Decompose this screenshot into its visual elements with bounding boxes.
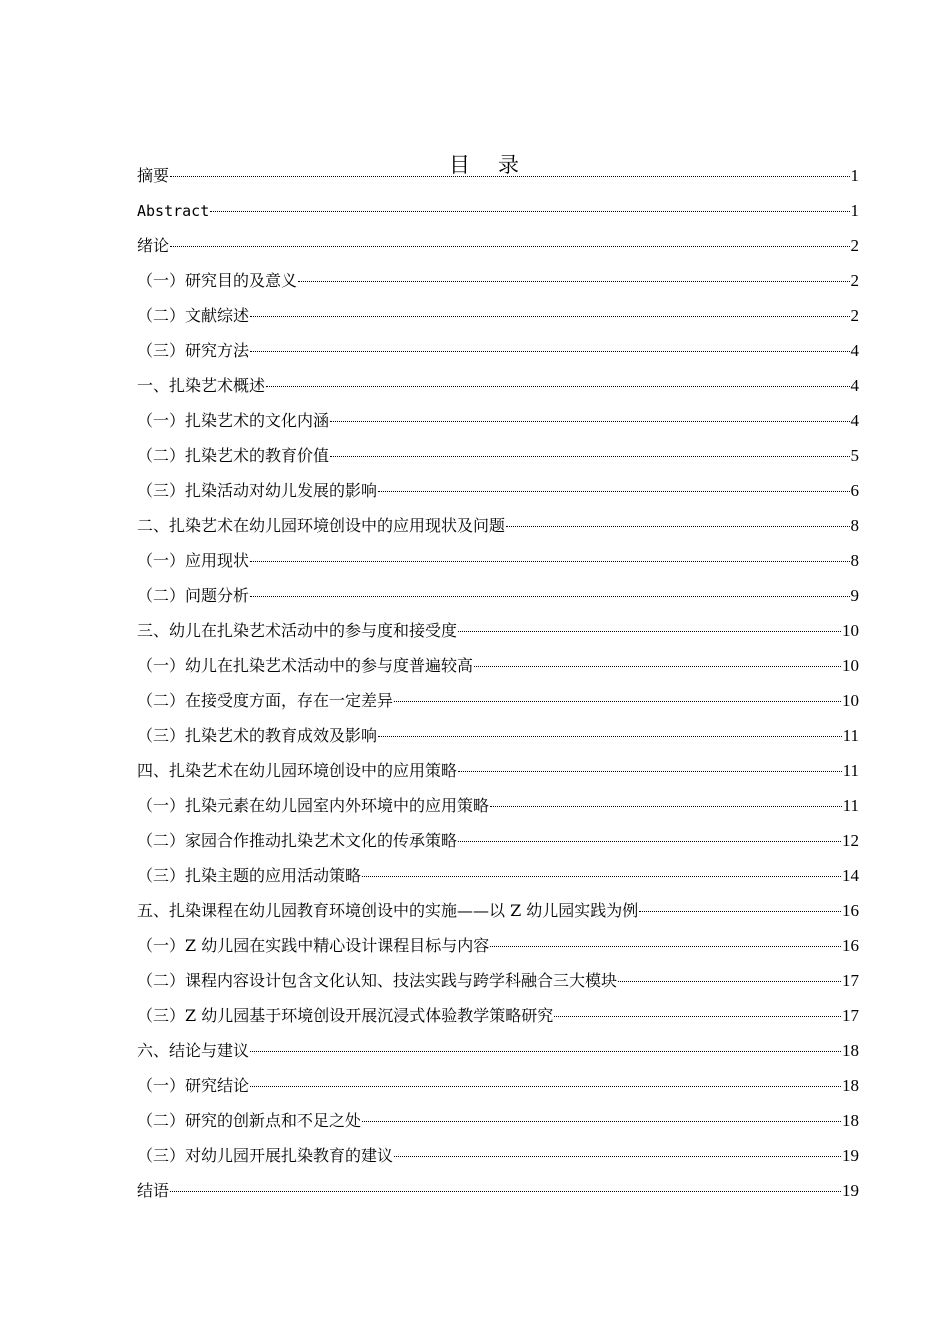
page-title: 目录 [449, 153, 547, 178]
toc-entry-page: 11 [842, 726, 859, 745]
toc-entry [137, 683, 859, 718]
toc-entry-page: 1 [850, 166, 859, 185]
toc-entry-label: （二）扎染艺术的教育价值 [137, 446, 330, 465]
toc-entry [137, 403, 859, 438]
toc-entry-page: 12 [842, 831, 859, 850]
toc-leader-dots [170, 245, 849, 247]
toc-leader-dots [210, 210, 849, 212]
toc-entry-page: 18 [842, 1041, 859, 1060]
toc-entry [137, 333, 859, 368]
toc-entry-label: （三）扎染活动对幼儿发展的影响 [137, 481, 378, 500]
toc-leader-dots [250, 560, 849, 562]
toc-leader-dots [490, 945, 841, 947]
toc-entry-page: 19 [842, 1181, 859, 1200]
toc-entry-label: 二、扎染艺术在幼儿园环境创设中的应用现状及问题 [137, 516, 506, 535]
toc-entry-page: 9 [850, 586, 859, 605]
toc-entry-page: 14 [842, 866, 859, 885]
toc-leader-dots [330, 420, 849, 422]
toc-entry [137, 928, 859, 963]
toc-entry [137, 1033, 859, 1068]
toc-entry-label: （二）课程内容设计包含文化认知、技法实践与跨学科融合三大模块 [137, 971, 618, 990]
toc-entry [137, 788, 859, 823]
toc-entry-page: 2 [850, 271, 859, 290]
toc-entry-label: （一）应用现状 [137, 551, 250, 570]
toc-entry [137, 298, 859, 333]
toc-entry [137, 473, 859, 508]
toc-leader-dots [490, 805, 842, 807]
toc-entry [137, 158, 859, 193]
toc-entry-label: （一）研究目的及意义 [137, 271, 298, 290]
toc-entry-page: 4 [850, 341, 859, 360]
toc-entry [137, 893, 859, 928]
toc-entry [137, 998, 859, 1033]
toc-leader-dots [394, 700, 841, 702]
toc-leader-dots [250, 1085, 841, 1087]
toc-entry-page: 10 [842, 621, 859, 640]
toc-entry-label: （一）研究结论 [137, 1076, 250, 1095]
toc-entry-label: 结语 [137, 1181, 170, 1200]
toc-entry-page: 8 [850, 551, 859, 570]
toc-leader-dots [458, 630, 841, 632]
toc-entry-label: （一）扎染艺术的文化内涵 [137, 411, 330, 430]
toc-leader-dots [250, 595, 849, 597]
toc-entry-label: （二）在接受度方面，存在一定差异 [137, 691, 394, 710]
toc-entry-label: （一）幼儿在扎染艺术活动中的参与度普遍较高 [137, 656, 474, 675]
toc-entry [137, 438, 859, 473]
toc-leader-dots [362, 875, 841, 877]
toc-entry-page: 17 [842, 971, 859, 990]
toc-leader-dots [170, 1190, 841, 1192]
toc-entry [137, 1138, 859, 1173]
table-of-contents [137, 158, 859, 1208]
toc-entry-label: （一）Z 幼儿园在实践中精心设计课程目标与内容 [137, 936, 490, 955]
toc-entry [137, 543, 859, 578]
toc-entry-label: 五、扎染课程在幼儿园教育环境创设中的实施——以 Z 幼儿园实践为例 [137, 901, 639, 920]
toc-entry-page: 2 [850, 236, 859, 255]
toc-entry [137, 718, 859, 753]
toc-entry-label: 四、扎染艺术在幼儿园环境创设中的应用策略 [137, 761, 458, 780]
toc-entry [137, 1103, 859, 1138]
toc-entry-page: 6 [850, 481, 859, 500]
toc-entry-label: （三）扎染主题的应用活动策略 [137, 866, 362, 885]
toc-entry-page: 16 [842, 936, 859, 955]
toc-leader-dots [250, 1050, 841, 1052]
toc-entry-label: （二）研究的创新点和不足之处 [137, 1111, 362, 1130]
toc-entry-page: 10 [842, 656, 859, 675]
toc-entry [137, 753, 859, 788]
toc-leader-dots [554, 1015, 841, 1017]
toc-entry-label: （三）研究方法 [137, 341, 250, 360]
toc-leader-dots [618, 980, 841, 982]
toc-leader-dots [250, 350, 849, 352]
toc-leader-dots [378, 490, 849, 492]
toc-entry-page: 8 [850, 516, 859, 535]
toc-leader-dots [298, 280, 849, 282]
toc-entry-label: （二）家园合作推动扎染艺术文化的传承策略 [137, 831, 458, 850]
toc-entry-label: （二）文献综述 [137, 306, 250, 325]
toc-entry [137, 368, 859, 403]
toc-entry-page: 17 [842, 1006, 859, 1025]
toc-entry [137, 648, 859, 683]
toc-leader-dots [474, 665, 841, 667]
toc-entry-label: 三、幼儿在扎染艺术活动中的参与度和接受度 [137, 621, 458, 640]
toc-entry [137, 613, 859, 648]
toc-entry-label: 绪论 [137, 236, 170, 255]
toc-entry [137, 228, 859, 263]
toc-leader-dots [362, 1120, 841, 1122]
toc-entry-page: 18 [842, 1076, 859, 1095]
toc-entry [137, 263, 859, 298]
toc-entry [137, 193, 859, 228]
toc-entry-page: 1 [850, 201, 859, 220]
toc-leader-dots [394, 1155, 841, 1157]
toc-entry [137, 1068, 859, 1103]
toc-entry-label: （三）扎染艺术的教育成效及影响 [137, 726, 378, 745]
toc-leader-dots [378, 735, 842, 737]
toc-entry [137, 578, 859, 613]
toc-leader-dots [266, 385, 849, 387]
toc-entry-label: Abstract [137, 202, 210, 220]
toc-entry-page: 11 [842, 796, 859, 815]
toc-entry-page: 19 [842, 1146, 859, 1165]
toc-leader-dots [330, 455, 849, 457]
toc-entry-page: 18 [842, 1111, 859, 1130]
toc-entry-page: 2 [850, 306, 859, 325]
toc-entry-label: 摘要 [137, 166, 170, 185]
toc-entry [137, 823, 859, 858]
toc-leader-dots [170, 175, 849, 177]
toc-entry [137, 508, 859, 543]
toc-leader-dots [458, 840, 841, 842]
toc-entry-page: 4 [850, 376, 859, 395]
toc-leader-dots [639, 910, 841, 912]
toc-entry-page: 4 [850, 411, 859, 430]
toc-entry-label: 一、扎染艺术概述 [137, 376, 266, 395]
toc-entry-page: 10 [842, 691, 859, 710]
toc-entry [137, 858, 859, 893]
toc-entry [137, 963, 859, 998]
toc-entry [137, 1173, 859, 1208]
toc-leader-dots [506, 525, 849, 527]
toc-entry-page: 5 [850, 446, 859, 465]
toc-entry-label: （一）扎染元素在幼儿园室内外环境中的应用策略 [137, 796, 490, 815]
toc-entry-page: 11 [842, 761, 859, 780]
toc-entry-label: （三）Z 幼儿园基于环境创设开展沉浸式体验教学策略研究 [137, 1006, 554, 1025]
toc-leader-dots [250, 315, 849, 317]
toc-leader-dots [458, 770, 842, 772]
toc-entry-label: （三）对幼儿园开展扎染教育的建议 [137, 1146, 394, 1165]
toc-entry-label: 六、结论与建议 [137, 1041, 250, 1060]
toc-entry-page: 16 [842, 901, 859, 920]
toc-entry-label: （二）问题分析 [137, 586, 250, 605]
